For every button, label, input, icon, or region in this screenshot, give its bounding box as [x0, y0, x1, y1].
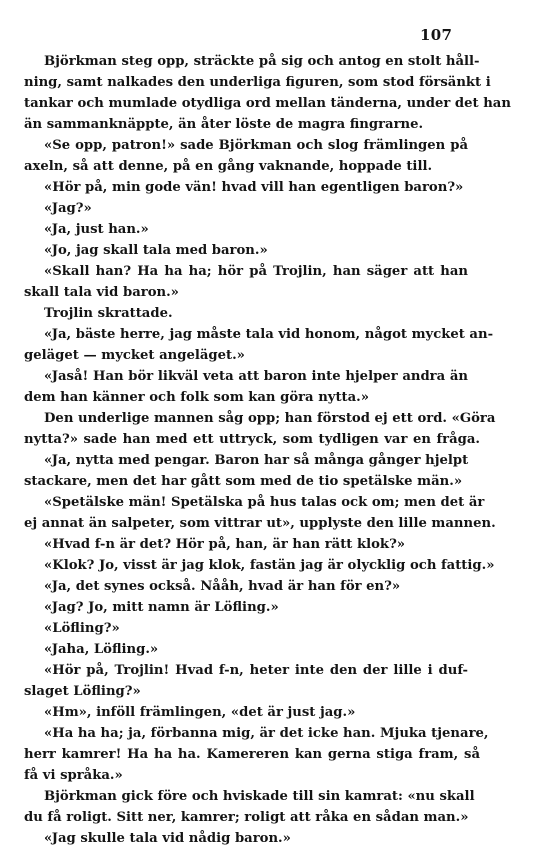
text-line: «Jag?»: [44, 201, 92, 216]
text-line: axeln, så att denne, på en gång vaknande, hoppade till.: [24, 159, 433, 174]
text-line: än sammanknäppte, än åter löste de magra fingrarne.: [24, 117, 424, 132]
text-line: «Hvad f-n är det? Hör på, han, är han rätt klok?»: [44, 537, 406, 552]
text-line: du få roligt. Sitt ner, kamrer; roligt att råka en sådan man.»: [24, 810, 469, 825]
text-line: Björkman steg opp, sträckte på sig och antog en stolt håll-: [44, 54, 480, 69]
text-line: stackare, men det har gått som med de tio spetälske män.»: [24, 474, 463, 489]
text-line: «Jaså! Han bör likväl veta att baron inte hjelper andra än: [44, 369, 468, 384]
text-line: Björkman gick före och hviskade till sin kamrat: «nu skall: [44, 789, 475, 804]
text-line: «Jo, jag skall tala med baron.»: [44, 243, 268, 258]
text-line: «Hm», inföll främlingen, «det är just jag.»: [44, 705, 356, 720]
text-line: ej annat än salpeter, som vittrar ut», upplyste den lille mannen.: [24, 516, 496, 531]
text-line: «Ja, bäste herre, jag måste tala vid honom, något mycket an-: [44, 327, 494, 342]
text-line: dem han känner och folk som kan göra nytta.»: [24, 390, 370, 405]
text-line: «Hör på, Trojlin! Hvad f-n, heter inte den der lille i duf-: [44, 663, 468, 678]
text-line: «Klok? Jo, visst är jag klok, fastän jag är olycklig och fattig.»: [44, 558, 495, 573]
page-number: 107: [420, 26, 453, 44]
text-line: «Ja, det synes också. Nååh, hvad är han för en?»: [44, 579, 401, 594]
text-line: «Hör på, min gode vän! hvad vill han egentligen baron?»: [44, 180, 464, 195]
text-line: få vi språka.»: [24, 768, 123, 783]
text-line: tankar och mumlade otydliga ord mellan tänderna, under det han: [24, 96, 511, 111]
text-line: «Ha ha ha; ja, förbanna mig, är det icke han. Mjuka tjenare,: [44, 726, 489, 741]
text-line: geläget — mycket angeläget.»: [24, 348, 245, 363]
text-line: herr kamrer! Ha ha ha. Kamereren kan gerna stiga fram, så: [24, 747, 480, 762]
text-line: «Jag? Jo, mitt namn är Löfling.»: [44, 600, 279, 615]
text-line: ning, samt nalkades den underliga figuren, som stod försänkt i: [24, 75, 491, 90]
text-line: «Spetälske män! Spetälska på hus talas ock om; men det är: [44, 495, 485, 510]
text-line: «Ja, just han.»: [44, 222, 149, 237]
text-line: «Ja, nytta med pengar. Baron har så många gånger hjelpt: [44, 453, 469, 468]
text-line: Trojlin skrattade.: [44, 306, 173, 321]
text-line: «Se opp, patron!» sade Björkman och slog främlingen på: [44, 138, 468, 153]
text-line: «Jaha, Löfling.»: [44, 642, 159, 657]
text-line: «Löfling?»: [44, 621, 120, 636]
text-line: slaget Löfling?»: [24, 684, 141, 699]
text-line: Den underlige mannen såg opp; han förstod ej ett ord. «Göra: [44, 411, 496, 426]
text-line: «Jag skulle tala vid nådig baron.»: [44, 831, 291, 846]
text-line: skall tala vid baron.»: [24, 285, 179, 300]
text-line: «Skall han? Ha ha ha; hör på Trojlin, han säger att han: [44, 264, 468, 279]
text-line: nytta?» sade han med ett uttryck, som tydligen var en fråga.: [24, 432, 480, 447]
